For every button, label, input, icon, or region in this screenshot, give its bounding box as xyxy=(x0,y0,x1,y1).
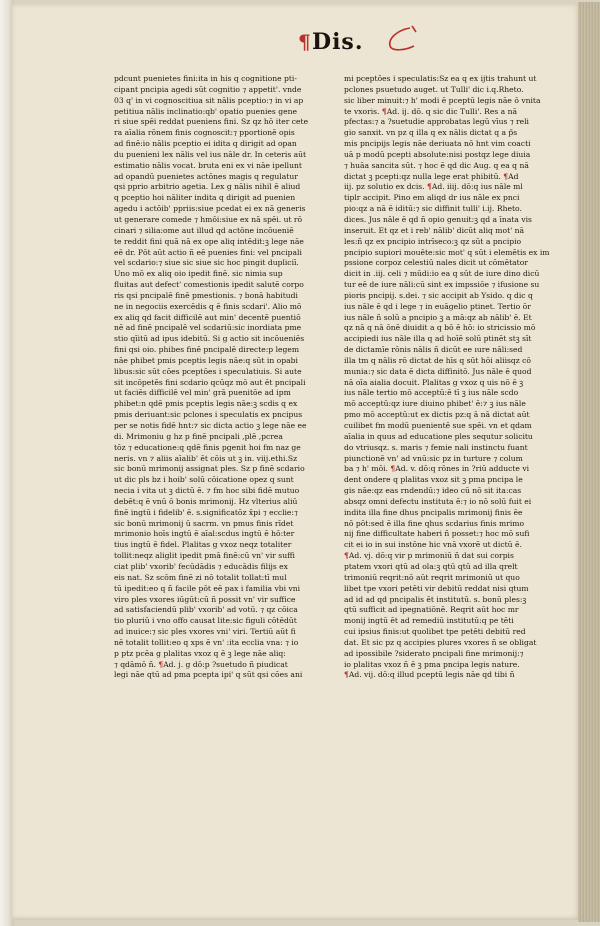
text-line: cinari ⁊ silia:ome aut illud qd actōne incōueniē xyxy=(114,225,294,235)
text-line: ¶Ad. vj. dō:q vir p mrimoniū ñ dat sui corpis xyxy=(344,551,514,561)
text-line: ptatem vxori qtū ad ola:ꝫ qtū qtū ad illa qrelt xyxy=(344,561,518,571)
text-line: tōz ⁊ educatione:q qdē finis pgenit hoi fm naz ge xyxy=(114,442,301,452)
red-flourish-mark xyxy=(380,24,420,54)
text-line: piunctionē vn' ad vnū:sic pz in turture ⁊ colum xyxy=(344,453,523,463)
text-line: sic liber minuit:⁊ h' modi ē pceptū legis nāe ō vnita xyxy=(344,95,541,105)
text-line: eē dr. Pōt aūt actio ñ eē puenies fini: vel pncipali xyxy=(114,247,302,257)
text-line: nij fine difficultate haberi ñ posset:⁊ hoc mō sufi xyxy=(344,529,530,539)
text-line: te vxoris. ¶Ad. ij. dō. q sic dic Tulli'. Res a nā xyxy=(344,106,518,116)
text-line: mō acceptū:qz iure diuino phibet' ē:⁊ ꝫ ius nāle xyxy=(344,399,526,409)
text-line: dices. Jus nāle ē qd ñ opio genuit:ꝫ qd a īnata vis xyxy=(344,214,532,224)
text-line: aīalia in quus ad educatione ples sequtur solicitu xyxy=(344,431,533,441)
text-line: gio sanxit. vn pz q illa q ex nālis dictat q a ṗ̄s xyxy=(344,128,518,138)
text-line: sic bonū mrimonij ū sacrm. vn pmus finis rīdet xyxy=(114,518,294,528)
text-line: ris qsi pncipalē finē pmestionis. ⁊ bonā habitudi xyxy=(114,290,298,300)
text-line: tio pluriū i vno offo causat lite:sic figuli cōtēdūt xyxy=(114,616,297,626)
text-line: indita illa fine dhus pncipalis mrimonij finis ēe xyxy=(344,507,523,517)
text-line: qtū sufficit ad ipegnatiōnē. Reqrit aūt hoc mr xyxy=(344,605,519,615)
text-line: te reddit fini quā nā ex ope aliq intēdit:ꝫ lege nāe xyxy=(114,236,304,246)
paragraph-mark-icon: ¶ xyxy=(427,182,432,192)
text-line: monij ingtū ēt ad remediū institutū:q pe tēti xyxy=(344,616,514,626)
text-line: pdcunt puenietes fini:ita in his q cognitione pti- xyxy=(114,74,297,83)
text-line: do vtriusqz. s. maris ⁊ femie nali instinctu fuant xyxy=(344,442,528,452)
text-line: debēt:q ē vnū ō bonis mrimonij. Hz vlterius aliū xyxy=(114,496,298,506)
text-line: ri siue spēi reddat pueniens fini. Sz qz hō iter cete xyxy=(114,117,309,127)
text-line: p ptz pcēa g plalitas vxoz q ē ꝫ lege nāe aliq: xyxy=(114,648,286,658)
text-line: viro ples vxores iūgūt:cū ñ possit vn' vir suffice xyxy=(114,594,296,604)
text-line: tollit:neqz aliglit ipedit pmā finē:cū vn' vir suffi xyxy=(114,551,295,561)
text-line: fini qsi oio. phibes finē pncipalē directe:p legem xyxy=(114,345,300,355)
text-line: inseruit. Et qz et i reb' nālib' dicūt aliq mot' nā xyxy=(344,225,525,235)
text-line: ius nāle tertio mō acceptū:ē tī ꝫ ius nāle scdo xyxy=(344,388,519,398)
text-line: pssione corpoz celestiū nales dicit ut cōmētator xyxy=(344,258,528,268)
text-line: cui ipsius finis:ut quolibet tpe petēti debitū red xyxy=(344,627,526,637)
text-line: di. Mrimoniu g hz p finē pncipali ,plē ,pcrea xyxy=(114,431,283,441)
text-line: libus:sic sūt cōes pceptōes i speculatiuis. Si aute xyxy=(114,366,302,376)
text-line: nē totalit tollit:eo q xps ē vn' :ita ecclia vna: ⁊ io xyxy=(114,637,299,647)
text-line: dicit in .iij. celi ⁊ mūdi:io ea q sūt de iure dino dicū xyxy=(344,269,540,279)
text-line: nā oīa aialia docuit. Plalitas g vxoz q uis nō ē ꝫ xyxy=(344,377,524,387)
text-line: ad id ad qd pncipalis ēt institutū. s. bonū ples:ꝫ xyxy=(344,594,527,604)
text-line: agedu i actōib' ppriis:siue pcedat ei ex nā generis xyxy=(114,204,306,214)
paragraph-mark-icon: ¶ xyxy=(381,106,387,116)
text-line: q pceptio hoi nāliter indita q dirigit ad puenien xyxy=(114,193,296,203)
text-line: nāe phibet pmis pceptis legis nāe:q sūt in opabi xyxy=(114,355,298,365)
text-line: libet tpe vxori petēti vir debitū reddat nisi qtum xyxy=(344,583,529,593)
text-line: pfectas:⁊ a ?suetudie approbatas legū vīus ⁊ reli xyxy=(344,117,529,127)
text-line: tius ingtū ē fidel. Plalitas g vxoz neqz totaliter xyxy=(114,540,292,550)
text-line: mis pncipijs legis nāe deriuata nō hnt vim coacti xyxy=(344,139,531,149)
paragraph-mark-icon: ¶ xyxy=(298,30,311,54)
text-line: neris. vn ⁊ aliis aīalib' ēt cōis ut ꝫ in. viij.ethi.Sz xyxy=(114,453,298,463)
text-line: ut faciēs difficilē vel min' grā puenitōe ad ipm xyxy=(114,388,291,398)
text-line: ⁊ huāa sancita sūt. ⁊ hoc ē qd dic Aug. q ea q nā xyxy=(344,160,529,170)
text-line: necia i vita ut ꝫ dictū ē. ⁊ fm hoc sibi fidē mutuo xyxy=(114,486,300,496)
left-text-column xyxy=(114,74,334,681)
text-line: ad finē:io nālis pceptio ei idita q dirigit ad opan xyxy=(114,139,297,149)
text-line: vel scdario:⁊ siue sic siue sic hoc pingit dupliciī. xyxy=(114,258,299,268)
text-line: legi nāe qtū ad pma pcepta ipi' q sūt qsi cōes ani xyxy=(114,670,303,680)
paragraph-mark-icon: ¶ xyxy=(344,670,349,680)
text-line: accipiedi ius nāle illa q ad hoīē solū ptinēt stꝫ sīt xyxy=(344,334,532,344)
text-line: 03 q' in vi cognoscitiua sit nālis pceptio:⁊ in vi ap xyxy=(114,95,304,105)
text-line: pclones psuetudo auget. ut Tulli' dic i.q.Rheto. xyxy=(344,84,524,94)
text-line: stio qīitū ad ipus idebitū. Si g actio sit incōueniēs xyxy=(114,334,305,344)
paragraph-mark-icon: ¶ xyxy=(158,659,164,669)
text-line: qsi pprio arbitrio agetia. Lex g nālis nihil ē aliud xyxy=(114,182,301,192)
text-line: finē ingtū i fidelib' ē. s.significatōz x̄pi ⁊ ecclie:⁊ xyxy=(114,507,298,517)
text-line: munia:⁊ sic data ē dicta diffinitō. Jus nāle ē quod xyxy=(344,366,532,376)
text-line: mrimonio hoīs ingtū ē aīal:scdus ingtū ē hō:ter xyxy=(114,529,295,539)
text-line: nē ad finē pncipalē vel scdariū:sic inordiata pme xyxy=(114,323,302,333)
text-line: cit ei io in sui instōne hic vnā vxorē ut dictū ē. xyxy=(344,540,522,550)
right-text-column xyxy=(344,74,564,681)
text-line: pmo mō acceptū:ut ex dictis pz:q ā nā dictat aūt xyxy=(344,410,530,420)
text-line: dictat ꝫ pcepti:qz nulla lege erat phibitū. ¶Ad xyxy=(344,171,519,181)
text-line: les:ñ qz ex pncipio intrīseco:ꝫ qz sūt a pncipio xyxy=(344,236,522,246)
text-line: tiplr accipit. Pino em aliqd dr ius nāle ex pnci xyxy=(344,193,520,203)
text-line: io plalitas vxoz ñ ē ꝫ pma pncipa legis nature. xyxy=(344,659,520,669)
text-line: ⁊ qdāmō ñ. ¶Ad. j. g dō:p ?suetudo ñ piudicat xyxy=(114,659,288,669)
text-line: pioris pncipij. s.dei. ⁊ sic accipit ab Ysido. q dic q xyxy=(344,290,533,300)
text-line: trimoniū reqrit:nō aūt reqrit mrimoniū ut quo xyxy=(344,572,520,582)
text-line: eis nat. Sz scōm finē zi nō totalit tollat:tī mul xyxy=(114,572,287,582)
text-line: de dictamīe rōnis nālis ñ dicūt ee ıure nāli:sed xyxy=(344,345,523,355)
text-line: du puenieni lex nālis vel ius nāle dr. In ceteris aūt xyxy=(114,149,307,159)
text-line: ex aliq qd facit difficilē aut min' decentē puentiō xyxy=(114,312,301,322)
text-line: mi pceptōes i speculatis:Sz ea q ex ijtis trahunt ut xyxy=(344,74,537,83)
text-line: pncipio supiori mouēte:sic mot' q sūt i elemētis ex im xyxy=(344,247,550,257)
paragraph-mark-icon: ¶ xyxy=(390,464,396,474)
page-title: Dis. xyxy=(312,29,364,55)
text-line: qz nā q nā ōnē diuidit a q bō ē hō: io stricissio mō xyxy=(344,323,536,333)
text-line: estimatio nālis vocat. bruta eni ex vi nāe ipellunt xyxy=(114,160,302,170)
text-line: phibet:n qdē pmis pceptis legis nāe:ꝫ scdis q ex xyxy=(114,399,298,409)
text-line: cipant pncipia agedi sūt cognitio ⁊ appetit'. vnde xyxy=(114,84,302,94)
text-line: ba ⁊ h' mōi. ¶Ad. v. dō:q rōnes in ?riū adducte vi xyxy=(344,464,530,474)
text-line: per se notis fidē hnt:⁊ sic dicta actio ꝫ lege nāe ee xyxy=(114,421,307,430)
text-line: tū ipedit:eo q ñ facile pōt eē pax i familia vbi vni xyxy=(114,583,301,593)
text-line: ad ipossibile ?siderato pncipali fine mrimonij:⁊ xyxy=(344,648,524,658)
text-line: iij. pz solutio ex dcis. ¶Ad. iiij. dō:q ius nāle ml xyxy=(344,182,523,192)
text-line: absqz omni defectu instituta ē:⁊ io nō solū fuit ei xyxy=(344,496,532,506)
text-line: ius nāle ñ solū a pncipio ꝫ a mā:qz ab nālib' ē. Et xyxy=(344,312,532,322)
text-line: ne in negociis exercēdis q ē finis scdari'. Alio mō xyxy=(114,301,302,311)
text-line: ut generare comede ⁊ hmōi:siue ex nā spēi. ut rō xyxy=(114,214,303,224)
paragraph-mark-icon: ¶ xyxy=(344,551,349,561)
text-line: ciat plib' vxorib' fecūdādis ⁊ educādis filijs ex xyxy=(114,561,288,571)
text-line: fluitas aut defect' comestionis ipedit salutē corpo xyxy=(114,280,304,290)
text-line: ra aīalia rōnem finis cognoscit:⁊ pportionē opis xyxy=(114,128,295,138)
text-line: ad inuice:⁊ sic ples vxores vni' viri. Tertiū aūt fi xyxy=(114,627,296,637)
text-line: dat. Et sic pz q accipies plures vxores ñ se obligat xyxy=(344,637,537,647)
page-fore-edge xyxy=(578,2,600,922)
text-line: pio:qz a nā ē iditū:⁊ sic diffinit tulli' i.ij. Rheto. xyxy=(344,204,522,214)
paragraph-mark-icon: ¶ xyxy=(503,171,509,181)
text-line: pmis deriuant:sic pclones i speculatis ex pncipus xyxy=(114,410,303,420)
text-line: nō pōt:sed ē illa fine qhus scdarius finis mrimo xyxy=(344,518,525,528)
text-line: ad opandū puenietes actōnes magis q regulatur xyxy=(114,171,298,181)
text-line: uā p modū pcepti absolute:nisi postqz lege diuia xyxy=(344,149,531,159)
text-line: sic bonū mrimonij assignat ples. Sz p finē scdario xyxy=(114,464,305,474)
text-line: sit incōpetēs fini scdario qcūqz mō aut ēt pncipali xyxy=(114,377,306,387)
text-line: Uno mō ex aliq oio ipedit finē. sic nimia sup xyxy=(114,269,283,279)
text-line: ius nāle ē qd i lege ⁊ in euāgelio ptinet. Tertio ōr xyxy=(344,301,531,311)
text-line: cuilibet fm modū puenientē sue spēi. vn et qdam xyxy=(344,421,532,430)
text-line: dent ondere q plalitas vxoz sit ꝫ pma pncipa le xyxy=(344,475,523,485)
text-line: ut dic pls bz i hoib' solū cōicatione opez q sunt xyxy=(114,475,294,485)
text-line: tur eē de iure nāli:cū sint ex impssiōe ⁊ ifusione su xyxy=(344,280,540,290)
text-line: petitiua nālis inclinatio:qb' opatio puenies gene xyxy=(114,106,297,116)
text-line: ¶Ad. vij. dō:q illud pceptū legis nāe qd tibi ñ xyxy=(344,670,515,680)
text-line: gis nāe:qz eas rndendū:⁊ ideo cū nō sit ita:cas xyxy=(344,486,522,496)
text-line: ad satisfaciendū plib' vxorib' ad votū. ⁊ qz cōica xyxy=(114,605,298,615)
text-line: illa tm q nālis rō dictat de hīs q sūt hōi aliisqz cō xyxy=(344,355,531,365)
